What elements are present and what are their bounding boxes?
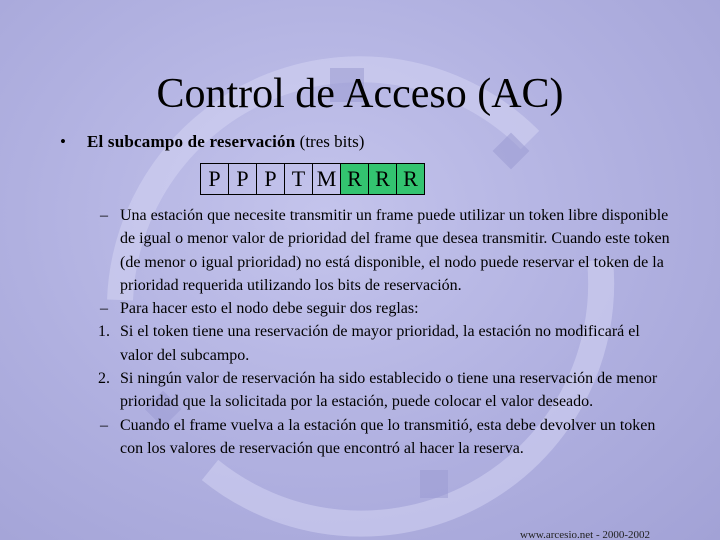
list-marker: 1. xyxy=(98,323,110,341)
bit-cell: P xyxy=(257,164,285,195)
list-item xyxy=(92,367,672,414)
list-marker: – xyxy=(100,300,108,318)
bit-cell: P xyxy=(229,164,257,195)
list-item xyxy=(92,414,672,461)
bit-cell: R xyxy=(341,164,369,195)
bit-cell: P xyxy=(201,164,229,195)
bit-cell: R xyxy=(369,164,397,195)
list-item-text: Cuando el frame vuelva a la estación que lo transmitió, esta debe devolver un token con los valores de reservación que encontró al hacer la reserva. xyxy=(120,416,656,457)
list-item xyxy=(92,297,672,320)
list-marker: – xyxy=(100,416,108,434)
list-item-text: Si ningún valor de reservación ha sido establecido o tiene una reservación de menor prioridad que la solicitada por la estación, puede colocar el valor deseado. xyxy=(120,370,658,411)
list-item-text: Para hacer esto el nodo debe seguir dos reglas: xyxy=(120,300,419,318)
list-marker: 2. xyxy=(98,370,110,388)
bit-cell: R xyxy=(397,164,425,195)
list-marker: – xyxy=(100,207,108,224)
footer-url: www.arcesio.net - 2000-2002 xyxy=(520,529,651,540)
bit-cell: M xyxy=(313,164,341,195)
slide-title: Control de Acceso (AC) xyxy=(156,71,564,117)
list-item xyxy=(92,204,672,297)
list-item-text: Una estación que necesite transmitir un frame puede utilizar un token libre disponible de igual o menor valor de prioridad del frame que desea transmitir. Cuando este token (de menor o igual prioridad) no está disponible, el nodo puede reservar el token de la prioridad requerida utilizando los bits de reservación. xyxy=(120,207,670,294)
subhead xyxy=(60,131,364,153)
decorative-square xyxy=(420,470,448,498)
list-item-text: Si el token tiene una reservación de mayor prioridad, la estación no modificará el valor del subcampo. xyxy=(120,323,640,364)
bits-row xyxy=(201,164,425,195)
subhead-normal-text: (tres bits) xyxy=(295,132,365,151)
subhead-bold-text: El subcampo de reservación xyxy=(87,132,296,151)
list-item xyxy=(92,320,672,367)
body-text xyxy=(92,204,672,460)
bullet: • xyxy=(60,132,66,151)
access-control-bits xyxy=(200,163,425,195)
bit-cell: T xyxy=(285,164,313,195)
